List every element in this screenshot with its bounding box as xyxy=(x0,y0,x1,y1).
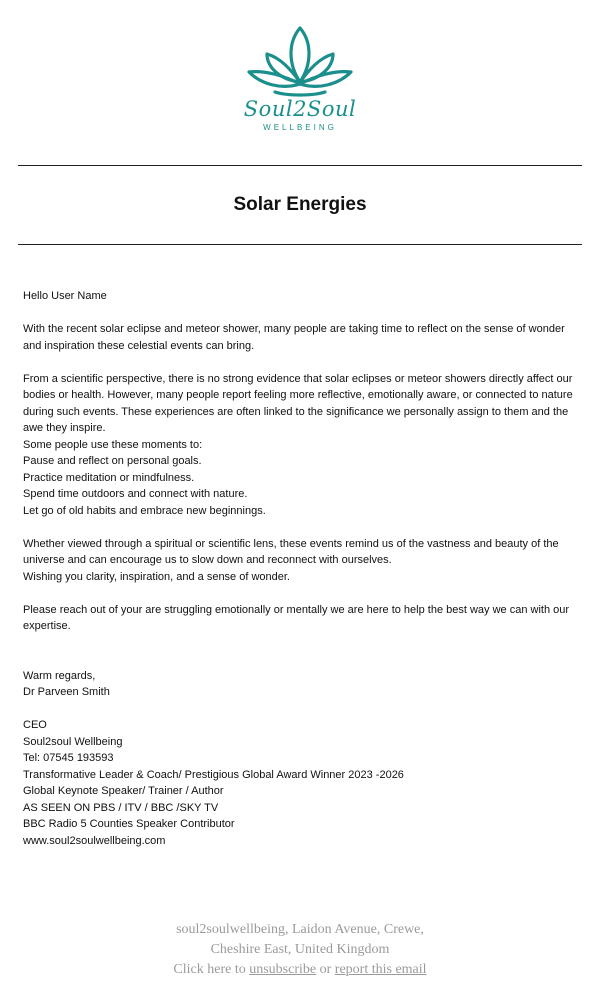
brand-logo xyxy=(0,20,600,132)
list-item: Pause and reflect on personal goals. xyxy=(23,455,202,467)
signature-phone: Tel: 07545 193593 xyxy=(23,752,114,764)
divider-top xyxy=(18,165,582,166)
list-item: Practice meditation or mindfulness. xyxy=(23,471,195,484)
unsubscribe-link[interactable]: unsubscribe xyxy=(249,962,317,977)
signature-role: CEO xyxy=(23,719,47,731)
list-intro: Some people use these moments to: xyxy=(23,438,203,451)
footer-or-text: or xyxy=(319,962,332,977)
brand-script-name: Soul2Soul xyxy=(243,97,357,121)
paragraph-lens: Whether viewed through a spiritual or scientific lens, these events remind us of the vastness and beauty of the universe and can encourage us to slow down and reconnect with ourselves. xyxy=(23,537,559,566)
greeting: Hello User Name xyxy=(23,290,107,302)
signature-keynote: Global Keynote Speaker/ Trainer / Author xyxy=(23,785,224,797)
divider-bottom xyxy=(18,244,582,245)
signature-award: Transformative Leader & Coach/ Prestigious Global Award Winner 2023 -2026 xyxy=(23,768,404,781)
signoff: Warm regards, xyxy=(23,669,96,682)
signature-website: www.soul2soulwellbeing.com xyxy=(23,834,166,847)
paragraph-support: Please reach out of your are struggling emotionally or mentally we are here to help the best way we can with our expertise. xyxy=(23,603,570,632)
paragraph-intro: With the recent solar eclipse and meteor shower, many people are taking time to reflect on the sense of wonder and inspiration these celestial events can bring. xyxy=(23,323,565,352)
footer-address-line2: Cheshire East, United Kingdom xyxy=(210,942,390,957)
footer-actions xyxy=(0,960,600,980)
brand-subtitle: WELLBEING xyxy=(263,123,337,132)
signature-radio: BBC Radio 5 Counties Speaker Contributor xyxy=(23,818,235,830)
signature-seen-on: AS SEEN ON PBS / ITV / BBC /SKY TV xyxy=(23,801,219,814)
lotus-icon xyxy=(245,20,355,98)
email-body xyxy=(23,288,578,849)
sender-name: Dr Parveen Smith xyxy=(23,686,110,698)
footer-click-text: Click here to xyxy=(173,962,246,977)
report-email-link[interactable]: report this email xyxy=(334,962,427,977)
list-item: Let go of old habits and embrace new beginnings. xyxy=(23,504,266,517)
footer-address-line1: soul2soulwellbeing, Laidon Avenue, Crewe, xyxy=(176,922,424,937)
list-item: Spend time outdoors and connect with nature. xyxy=(23,488,248,500)
paragraph-science: From a scientific perspective, there is no strong evidence that solar eclipses or meteor showers directly affect our bodies or health. However, many people report feeling more reflective, emotionally aware, or connected to nature during such events. These experiences are often linked to the significance we personally assign to them and the awe they inspire. xyxy=(23,372,573,434)
email-footer xyxy=(0,920,600,980)
email-title: Solar Energies xyxy=(233,194,367,215)
signature-company: Soul2soul Wellbeing xyxy=(23,735,123,748)
wish-line: Wishing you clarity, inspiration, and a sense of wonder. xyxy=(23,570,290,583)
